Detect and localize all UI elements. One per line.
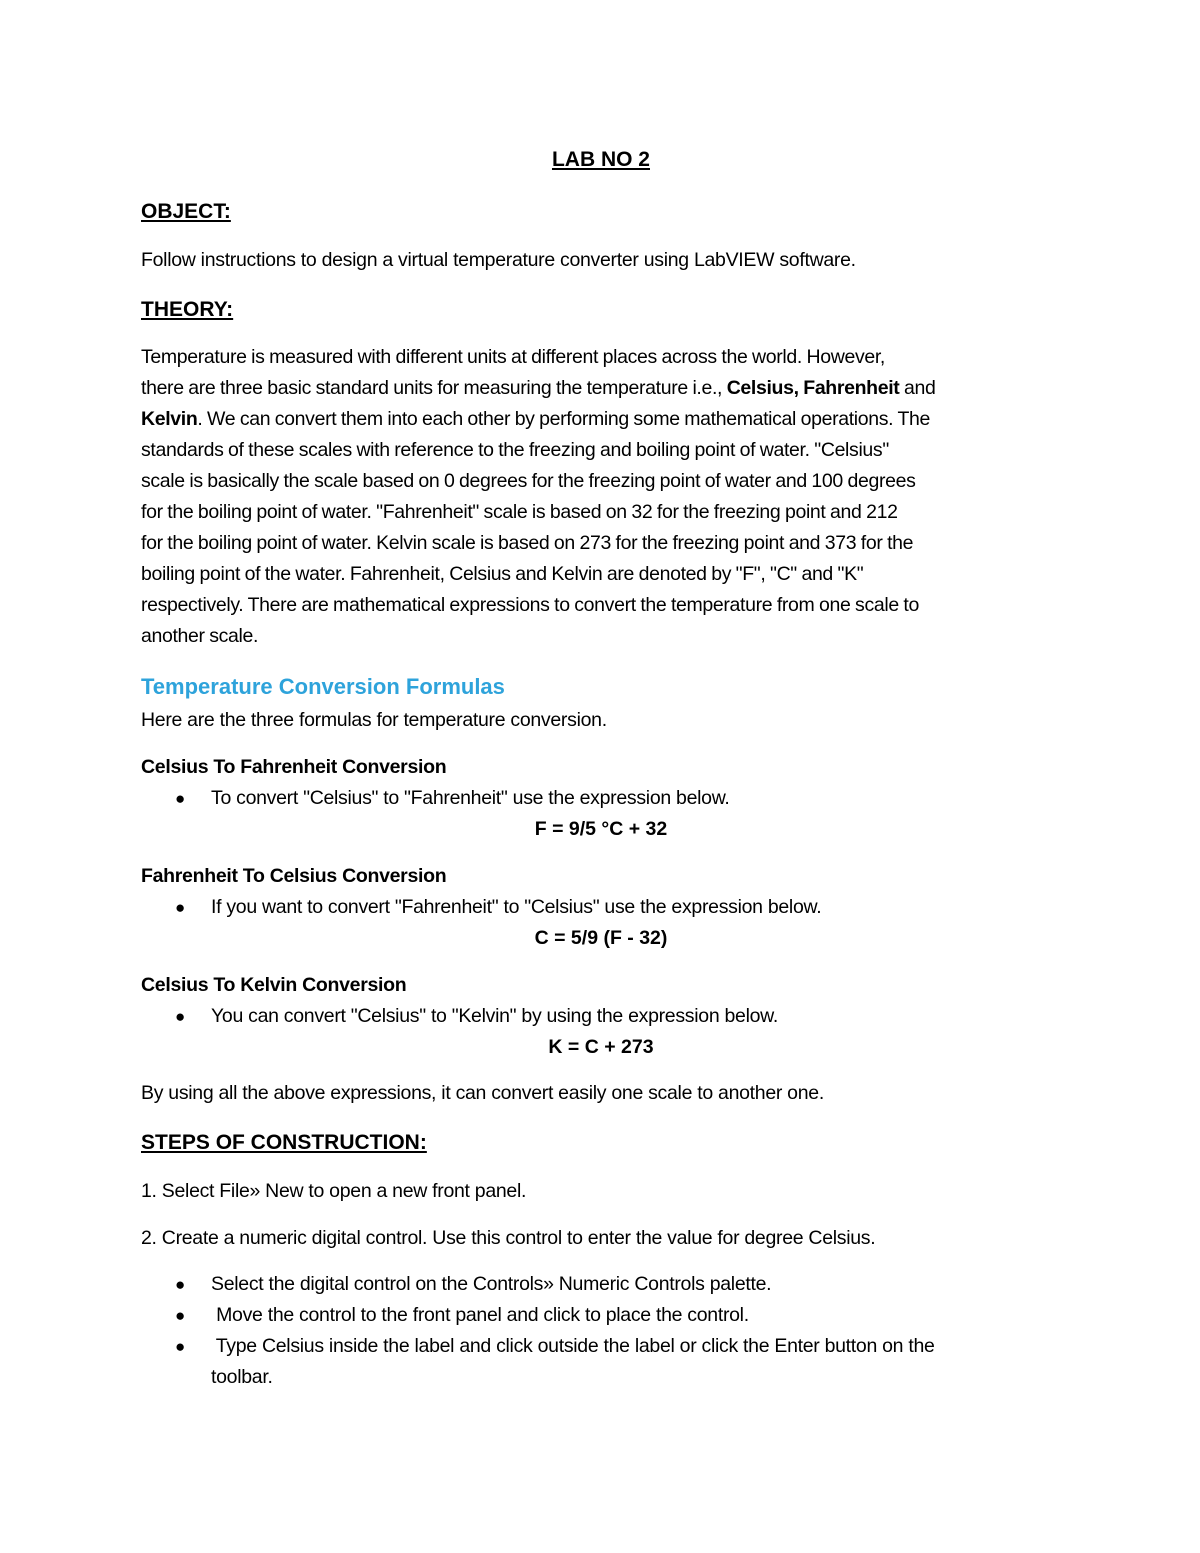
step-2-bullet-3-text: Type Celsius inside the label and click outside the label or click the Enter button on the bbox=[211, 1335, 935, 1357]
step-2-bullet-2-text: Move the control to the front panel and click to place the control. bbox=[211, 1304, 749, 1326]
theory-line-6: for the boiling point of water. "Fahrenheit" scale is based on 32 for the freezing point and 212 bbox=[141, 501, 898, 523]
steps-heading: STEPS OF CONSTRUCTION: bbox=[141, 1131, 427, 1154]
bold-kelvin: Kelvin bbox=[141, 408, 198, 430]
bullet-icon: ● bbox=[175, 1337, 186, 1356]
lab-title: LAB NO 2 bbox=[551, 148, 650, 171]
theory-line-4: standards of these scales with reference to the freezing and boiling point of water. "Celsius" bbox=[141, 439, 889, 461]
c-to-f-formula: F = 9/5 °C + 32 bbox=[534, 818, 668, 840]
bullet-icon: ● bbox=[175, 1007, 186, 1026]
c-to-f-heading: Celsius To Fahrenheit Conversion bbox=[141, 756, 447, 778]
object-heading: OBJECT: bbox=[141, 200, 231, 223]
f-to-c-formula: C = 5/9 (F - 32) bbox=[534, 927, 668, 949]
object-text: Follow instructions to design a virtual temperature converter using LabVIEW software. bbox=[141, 249, 856, 271]
theory-line-2: there are three basic standard units for measuring the temperature i.e., Celsius, Fahrenheit and bbox=[141, 377, 936, 399]
theory-line-10: another scale. bbox=[141, 625, 259, 647]
theory-line-9: respectively. There are mathematical expressions to convert the temperature from one scale to bbox=[141, 594, 919, 616]
bold-units: Celsius, Fahrenheit bbox=[726, 377, 900, 399]
theory-line-1: Temperature is measured with different units at different places across the world. However, bbox=[141, 346, 885, 368]
theory-line-3: Kelvin. We can convert them into each other by performing some mathematical operations. The bbox=[141, 408, 931, 430]
step-2-bullet-1-text: Select the digital control on the Controls» Numeric Controls palette. bbox=[211, 1273, 772, 1295]
c-to-k-bullet-text: You can convert "Celsius" to "Kelvin" by using the expression below. bbox=[211, 1005, 778, 1027]
theory-line-8: boiling point of the water. Fahrenheit, Celsius and Kelvin are denoted by "F", "C" and "K" bbox=[141, 563, 864, 585]
f-to-c-heading: Fahrenheit To Celsius Conversion bbox=[141, 865, 447, 887]
bullet-icon: ● bbox=[175, 898, 186, 917]
bullet-icon: ● bbox=[175, 1275, 186, 1294]
theory-line-5: scale is basically the scale based on 0 degrees for the freezing point of water and 100 degrees bbox=[141, 470, 916, 492]
step-1: 1. Select File» New to open a new front panel. bbox=[141, 1180, 527, 1202]
c-to-k-heading: Celsius To Kelvin Conversion bbox=[141, 974, 407, 996]
c-to-f-bullet-text: To convert "Celsius" to "Fahrenheit" use the expression below. bbox=[211, 787, 730, 809]
f-to-c-bullet-text: If you want to convert "Fahrenheit" to "Celsius" use the expression below. bbox=[211, 896, 822, 918]
step-2-bullet-3-continuation: toolbar. bbox=[211, 1366, 273, 1388]
formulas-section-title: Temperature Conversion Formulas bbox=[141, 674, 505, 699]
c-to-k-formula: K = C + 273 bbox=[548, 1036, 654, 1058]
theory-line-7: for the boiling point of water. Kelvin scale is based on 273 for the freezing point and 373 for the bbox=[141, 532, 914, 554]
formulas-summary: By using all the above expressions, it can convert easily one scale to another one. bbox=[141, 1082, 824, 1104]
theory-paragraph bbox=[141, 342, 1066, 652]
bullet-icon: ● bbox=[175, 789, 186, 808]
bullet-icon: ● bbox=[175, 1306, 186, 1325]
step-2: 2. Create a numeric digital control. Use this control to enter the value for degree Celsius. bbox=[141, 1227, 876, 1249]
theory-heading: THEORY: bbox=[141, 298, 234, 321]
formulas-intro: Here are the three formulas for temperature conversion. bbox=[141, 709, 607, 731]
